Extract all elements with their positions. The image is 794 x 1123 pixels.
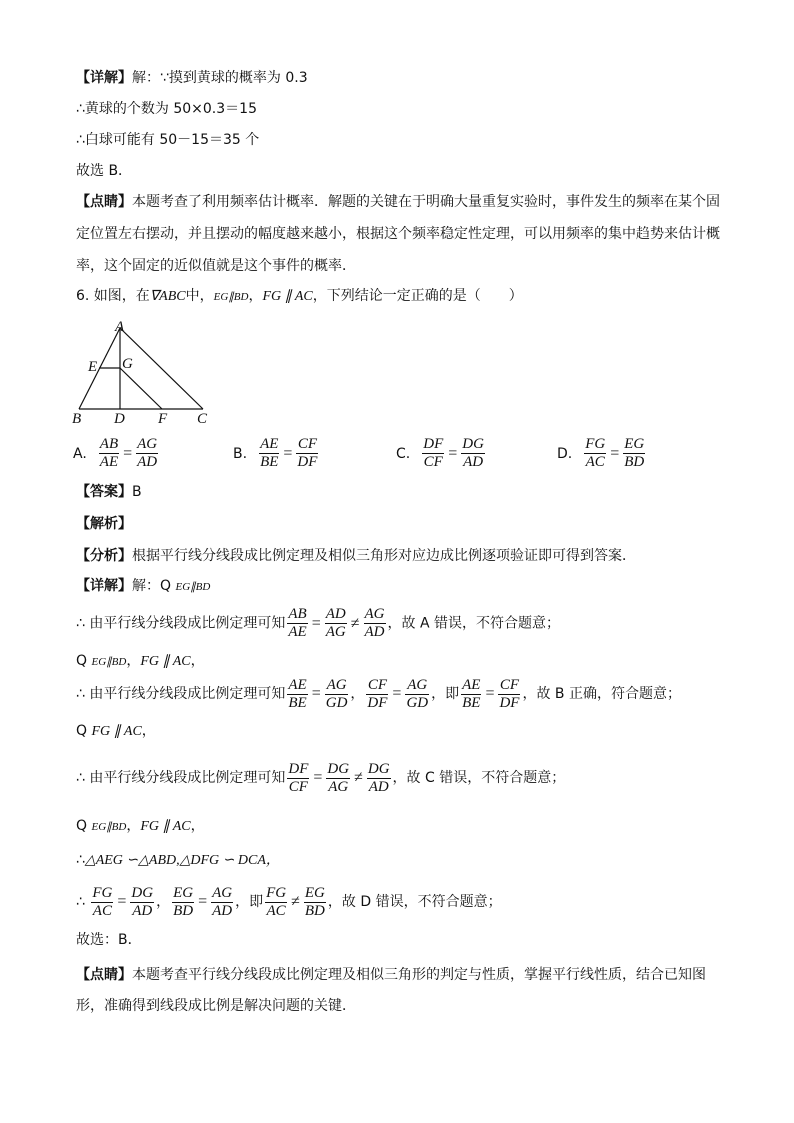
detail-text: 解：∵摸到黄球的概率为 0.3 <box>132 70 308 86</box>
by-theorem: 由平行线分线段成比例定理可知 <box>89 615 286 632</box>
cond-line-b <box>76 650 205 673</box>
comma: ， <box>126 818 141 834</box>
choose-line: 故选：B． <box>76 932 142 948</box>
frac-den: BD <box>304 902 325 919</box>
frac-den: AD <box>132 902 153 919</box>
conclusion-d: ，故 D 错误，不符合题意； <box>327 894 502 910</box>
frac-num: FG <box>266 884 287 901</box>
frac <box>584 436 606 471</box>
triangle-figure <box>66 316 216 426</box>
q6-zhong: 中， <box>185 288 214 304</box>
equals: = <box>198 893 208 910</box>
because-symbol: Q <box>76 653 88 669</box>
ji-text: ，即 <box>431 686 460 702</box>
equals: = <box>610 444 620 462</box>
frac-num: CF <box>499 676 520 693</box>
question-6-stem <box>76 285 523 308</box>
check-c-line <box>76 758 565 798</box>
frac <box>364 606 386 641</box>
frac <box>304 885 326 920</box>
frac-num: AG <box>326 676 347 693</box>
answer-line <box>76 481 142 503</box>
frac <box>296 436 318 471</box>
frac <box>326 761 350 796</box>
frac-den: BD <box>624 454 645 470</box>
similar-triangles: △AEG ∽△ABD,△DFG ∽ DCA， <box>84 853 280 868</box>
detail-text-2: 解： <box>132 578 160 594</box>
equals: = <box>311 685 321 702</box>
equals: = <box>311 614 321 632</box>
equals: = <box>392 685 402 702</box>
frac-num: DF <box>423 436 444 452</box>
frac <box>498 677 520 712</box>
option-b-label: B. <box>233 445 248 462</box>
frac <box>461 677 481 712</box>
frac-num: EG <box>173 884 194 901</box>
fenxi-tag: 【分析】 <box>76 548 132 564</box>
conclusion-c: ，故 C 错误，不符合题意； <box>392 770 566 786</box>
frac <box>287 761 309 796</box>
frac-den: DF <box>499 694 520 711</box>
frac <box>136 436 158 471</box>
frac-num: AE <box>288 676 307 693</box>
answer-tag: 【答案】 <box>76 484 132 500</box>
comment-tag: 【点睛】 <box>76 194 132 210</box>
cond-eg-bd: EG∥BD <box>175 581 211 593</box>
frac-num: CF <box>367 676 387 693</box>
q6-suffix: ，下列结论一定正确的是（ ） <box>312 288 523 304</box>
cond-eg-bd: EG∥BD <box>91 656 127 668</box>
ji-text: ，即 <box>235 894 264 910</box>
frac <box>325 606 347 641</box>
frac-den: AD <box>137 454 158 470</box>
frac-num: AE <box>260 436 279 452</box>
frac <box>287 677 307 712</box>
frac-den: GD <box>406 694 429 711</box>
therefore: ∴ <box>76 770 85 786</box>
frac-num: DG <box>131 884 154 901</box>
frac-num: EG <box>624 436 645 452</box>
prev-line3: ∴白球可能有 50－15＝35 个 <box>76 132 260 148</box>
label-E: E <box>88 359 98 375</box>
frac <box>211 885 233 920</box>
because-symbol: Q <box>76 723 88 739</box>
frac-num: AG <box>137 436 158 452</box>
frac <box>422 436 444 471</box>
by-theorem: 由平行线分线段成比例定理可知 <box>89 770 286 786</box>
frac-den: BE <box>260 454 279 470</box>
equals: = <box>313 769 323 786</box>
comma: ， <box>156 894 171 910</box>
frac-den: AD <box>368 778 389 795</box>
frac-den: GD <box>325 694 348 711</box>
frac-num: AG <box>364 606 385 622</box>
comma: ， <box>350 686 365 702</box>
frac-num: DG <box>327 760 350 777</box>
frac-den: AG <box>325 624 346 640</box>
frac-den: AC <box>92 902 112 919</box>
option-b <box>233 436 320 471</box>
frac-num: DF <box>288 760 309 777</box>
frac-den: AE <box>99 454 119 470</box>
answer-value: B <box>132 484 142 500</box>
frac <box>366 677 388 712</box>
prev-comment-line1 <box>76 191 720 213</box>
label-A: A <box>115 319 125 335</box>
equals: = <box>283 444 293 462</box>
label-B: B <box>72 411 82 426</box>
equals: = <box>485 685 495 702</box>
final-comment-text-1: 本题考查平行线分线段成比例定理及相似三角形的判定与性质，掌握平行线性质，结合已知图 <box>132 967 706 983</box>
label-F: F <box>158 411 168 426</box>
prev-comment-line2: 定位置左右摆动，并且摆动的幅度越来越小，根据这个频率稳定性定理，可以用频率的集中趋势来估计概 <box>76 226 720 242</box>
cond-fg-ac: FG ∥ AC <box>140 819 191 834</box>
similar-line <box>76 849 280 872</box>
frac <box>367 761 391 796</box>
frac <box>259 436 279 471</box>
therefore: ∴ <box>76 894 85 910</box>
option-d-label: D. <box>557 445 573 462</box>
comma: ， <box>126 653 141 669</box>
frac-den: CF <box>288 778 308 795</box>
comment-tag-2: 【点睛】 <box>76 967 132 983</box>
by-theorem: 由平行线分线段成比例定理可知 <box>89 686 286 702</box>
fenxi-text: 根据平行线分线段成比例定理及相似三角形对应边成比例逐项验证即可得到答案． <box>132 548 636 564</box>
not-equals: ≠ <box>354 769 363 786</box>
option-a-label: A. <box>73 445 87 462</box>
frac-den: AC <box>266 902 286 919</box>
frac-den: AG <box>328 778 349 795</box>
frac-den: AE <box>288 624 307 640</box>
equals: = <box>117 893 127 910</box>
frac <box>623 436 645 471</box>
label-D: D <box>114 411 125 426</box>
frac-den: AD <box>463 454 484 470</box>
not-equals: ≠ <box>291 893 300 910</box>
frac-den: BD <box>173 902 194 919</box>
conclusion-a: ，故 A 错误，不符合题意； <box>387 615 560 632</box>
frac <box>325 677 349 712</box>
equals: = <box>123 444 133 462</box>
label-G: G <box>122 356 133 372</box>
comma: ， <box>190 653 205 669</box>
option-a <box>73 436 160 471</box>
option-d <box>557 436 647 471</box>
detail-tag: 【详解】 <box>76 70 132 86</box>
prev-line2: ∴黄球的个数为 50×0.3＝15 <box>76 101 257 117</box>
frac <box>91 885 113 920</box>
frac-den: BE <box>288 694 307 711</box>
frac-num: DG <box>462 436 484 452</box>
not-equals: ≠ <box>350 614 360 632</box>
frac-num: AB <box>99 436 119 452</box>
frac-den: AD <box>364 624 385 640</box>
frac-num: AE <box>462 676 481 693</box>
frac-den: AC <box>585 454 605 470</box>
frac <box>99 436 119 471</box>
frac-num: AG <box>212 884 233 901</box>
prev-comment-line3: 率，这个固定的近似值就是这个事件的概率． <box>76 258 356 274</box>
check-d-line <box>76 882 502 922</box>
analysis-tag: 【解析】 <box>76 516 132 532</box>
frac-den: DF <box>297 454 318 470</box>
cond-fg-ac: FG ∥ AC <box>91 724 142 739</box>
therefore: ∴ <box>76 686 85 702</box>
option-c <box>396 436 487 471</box>
label-C: C <box>197 411 208 426</box>
frac-num: FG <box>92 884 113 901</box>
option-c-label: C. <box>396 445 411 462</box>
comment-text-1: 本题考查了利用频率估计概率．解题的关键在于明确大量重复实验时，事件发生的频率在某个固 <box>132 194 720 210</box>
frac <box>265 885 287 920</box>
cond-fg-ac: FG ∥ AC <box>140 654 191 669</box>
frac-num: AD <box>325 606 346 622</box>
equals: = <box>448 444 458 462</box>
frac-num: AG <box>407 676 428 693</box>
frac-den: DF <box>367 694 388 711</box>
detail-line <box>76 575 210 598</box>
final-comment-line1 <box>76 964 706 986</box>
frac-den: AD <box>212 902 233 919</box>
q6-cond2: FG ∥ AC <box>262 289 313 304</box>
frac-den: BE <box>462 694 481 711</box>
frac-num: AB <box>288 606 307 622</box>
detail-tag-2: 【详解】 <box>76 578 132 594</box>
check-b-line <box>76 674 681 714</box>
cond-eg-bd: EG∥BD <box>91 821 127 833</box>
frac <box>461 436 485 471</box>
comma: ， <box>141 723 156 739</box>
final-comment-line2: 形，准确得到线段成比例是解决问题的关键． <box>76 998 356 1014</box>
frac <box>405 677 429 712</box>
q6-cond1: EG∥BD <box>213 291 249 303</box>
frac-num: CF <box>297 436 317 452</box>
frac <box>287 606 307 641</box>
therefore: ∴ <box>76 852 85 868</box>
frac <box>130 885 154 920</box>
because-symbol: Q <box>160 578 172 594</box>
frac <box>172 885 194 920</box>
q6-prefix: 6. 如图，在 <box>76 288 150 304</box>
check-a-line <box>76 606 560 641</box>
because-symbol: Q <box>76 818 88 834</box>
analysis-heading <box>76 513 132 535</box>
cond-line-c <box>76 720 156 743</box>
frac-num: DG <box>367 760 390 777</box>
prev-line4: 故选 B． <box>76 163 133 179</box>
frac-num: FG <box>585 436 606 452</box>
q6-sep: ， <box>248 288 263 304</box>
frac-den: CF <box>423 454 443 470</box>
therefore: ∴ <box>76 615 85 632</box>
q6-triangle: ∇ABC <box>149 289 186 304</box>
comma: ， <box>190 818 205 834</box>
cond-line-d <box>76 815 205 838</box>
fenxi-line <box>76 545 636 567</box>
conclusion-b: ，故 B 正确，符合题意； <box>522 686 681 702</box>
frac-num: EG <box>304 884 325 901</box>
prev-detail-line <box>76 67 308 89</box>
